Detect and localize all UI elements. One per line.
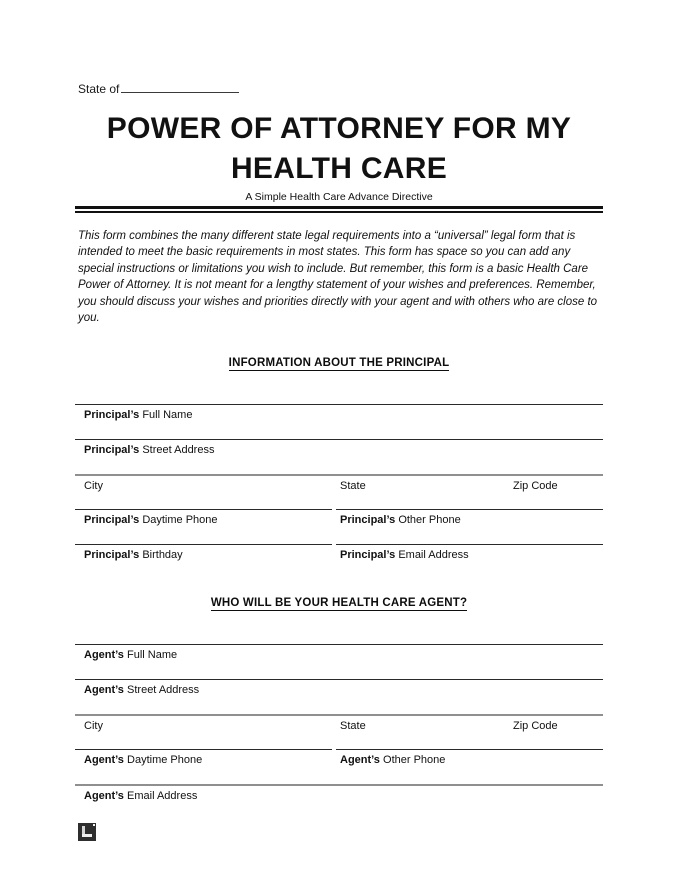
- field-label: Principal’s Other Phone: [340, 514, 461, 527]
- field-principal-full-name[interactable]: [75, 404, 603, 439]
- field-label: Zip Code: [513, 720, 558, 733]
- row-principal-birthday-email: [75, 544, 603, 579]
- field-label: State: [340, 480, 366, 493]
- field-label: Agent’s Email Address: [84, 790, 198, 803]
- state-of-label: State of: [78, 82, 120, 96]
- field-label: Principal’s Street Address: [84, 444, 215, 457]
- field-label: Agent’s Other Phone: [340, 754, 446, 767]
- state-of-blank-field[interactable]: [121, 80, 239, 93]
- row-principal-phones: [75, 509, 603, 544]
- field-label: Principal’s Birthday: [84, 549, 183, 562]
- title-line-1: POWER OF ATTORNEY FOR MY: [106, 112, 572, 145]
- field-principal-street-address[interactable]: [75, 439, 603, 474]
- field-agent-daytime-phone[interactable]: [75, 749, 332, 784]
- divider-thick-rule: [75, 206, 603, 209]
- document-subtitle: A Simple Health Care Advance Directive: [245, 191, 433, 203]
- row-agent-phones: [75, 749, 603, 784]
- field-label: Agent’s Daytime Phone: [84, 754, 203, 767]
- state-of-line: [75, 80, 603, 96]
- divider-thin-rule: [75, 211, 603, 213]
- field-label: Principal’s Email Address: [340, 549, 469, 562]
- field-principal-state[interactable]: [340, 476, 513, 509]
- field-label: City: [84, 480, 103, 493]
- legal-templates-logo-icon: [78, 823, 96, 841]
- field-agent-street-address[interactable]: [75, 679, 603, 714]
- field-agent-full-name[interactable]: [75, 644, 603, 679]
- field-agent-city[interactable]: [75, 716, 340, 749]
- field-label: Zip Code: [513, 480, 558, 493]
- field-agent-email-address[interactable]: [75, 784, 603, 819]
- field-label: Agent’s Street Address: [84, 684, 200, 697]
- field-principal-zip[interactable]: [513, 476, 603, 509]
- field-principal-email-address[interactable]: [336, 544, 603, 579]
- field-label: Principal’s Daytime Phone: [84, 514, 218, 527]
- field-agent-other-phone[interactable]: [336, 749, 603, 784]
- field-label: Agent’s Full Name: [84, 649, 178, 662]
- header-divider: [75, 206, 603, 213]
- section-heading-agent: WHO WILL BE YOUR HEALTH CARE AGENT?: [210, 597, 468, 610]
- field-label: Principal’s Full Name: [84, 409, 193, 422]
- row-principal-city-state-zip: [75, 474, 603, 509]
- field-agent-zip[interactable]: [513, 716, 603, 749]
- field-principal-daytime-phone[interactable]: [75, 509, 332, 544]
- field-agent-state[interactable]: [340, 716, 513, 749]
- field-label: State: [340, 720, 366, 733]
- principal-form: [75, 404, 603, 579]
- field-principal-other-phone[interactable]: [336, 509, 603, 544]
- row-agent-city-state-zip: [75, 714, 603, 749]
- field-principal-birthday[interactable]: [75, 544, 332, 579]
- agent-form: [75, 644, 603, 819]
- title-line-2: HEALTH CARE: [230, 152, 448, 185]
- intro-paragraph: This form combines the many different state legal requirements into a “universal” legal form that is intended to meet the basic requirements in most states. This form has space so you can add any special instructions or limitations you wish to include. But remember, this form is a basic Health Care Power of Attorney. It is not meant for a lengthy statement of your wishes and preferences. Remember, you should discuss your wishes and priorities directly with your agent and with others who are close to you.: [78, 229, 598, 325]
- section-heading-principal: INFORMATION ABOUT THE PRINCIPAL: [228, 357, 450, 370]
- document-title: [75, 109, 603, 189]
- field-label: City: [84, 720, 103, 733]
- field-principal-city[interactable]: [75, 476, 340, 509]
